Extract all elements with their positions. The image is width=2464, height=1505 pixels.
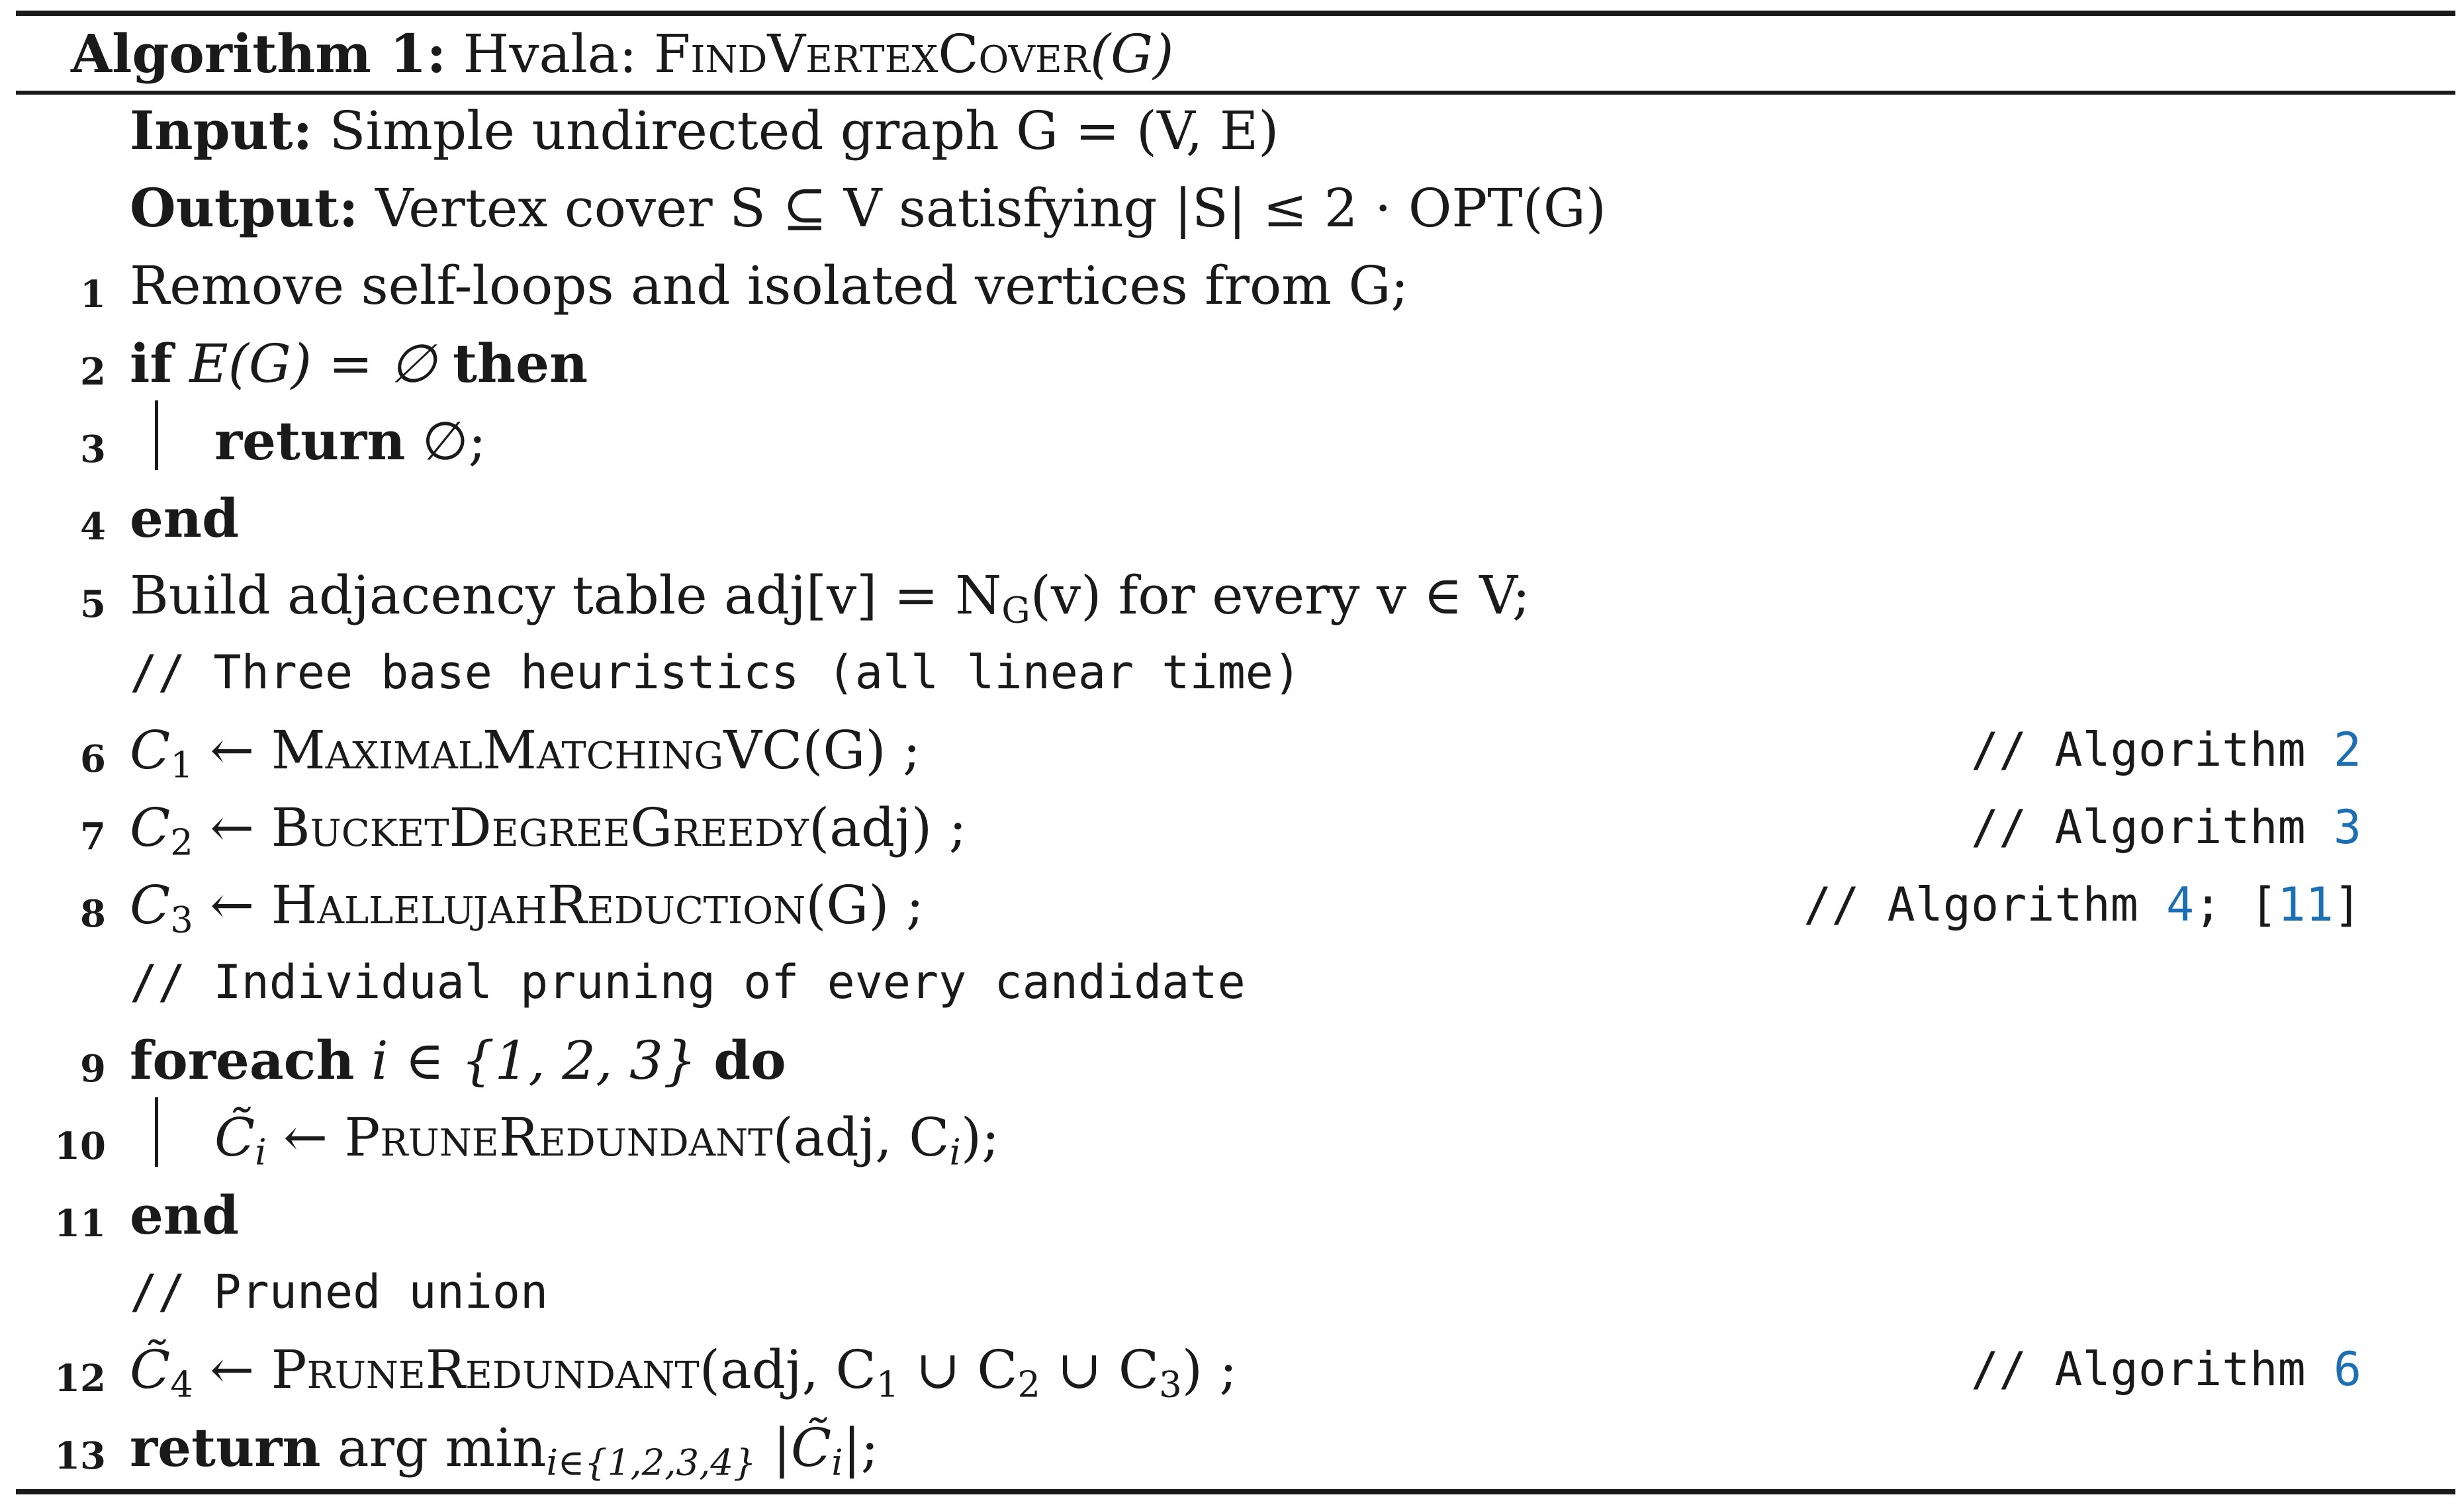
right-comment: // Algorithm 3	[1970, 800, 2361, 854]
function-name: HallelujahReduction	[271, 874, 806, 936]
output-text: Vertex cover S ⊆ V satisfying |S| ≤ 2 · OPT(G)	[375, 177, 1606, 239]
comment-line: // Individual pruning of every candidate	[130, 955, 1246, 1009]
arrow: ←	[283, 1107, 328, 1168]
code-line-13: return arg $\min_{i\in\{1,2,3,4\}}$ $|C̃_i|$;	[130, 1416, 879, 1484]
keyword-foreach: foreach	[130, 1029, 355, 1091]
keyword-return: return	[130, 1416, 321, 1479]
algorithm-ref-link[interactable]: 4	[2166, 878, 2195, 932]
function-name: BucketDegreeGreedy	[271, 797, 809, 858]
top-rule	[16, 11, 2455, 16]
block-bar	[155, 400, 158, 470]
line-number: 7	[80, 815, 106, 858]
function-name: PruneRedundant	[271, 1339, 700, 1400]
algorithm-ref-link[interactable]: 2	[2333, 723, 2361, 777]
lhs: C̃	[130, 1339, 171, 1400]
code-line-8	[130, 874, 924, 941]
comment-line: // Three base heuristics (all linear time)	[130, 645, 1302, 700]
args: (adj, C	[699, 1339, 876, 1400]
args: (adj, C	[772, 1107, 950, 1168]
code-line-10	[214, 1107, 1000, 1173]
argmin: arg min	[337, 1417, 547, 1479]
line-number: 5	[80, 582, 106, 626]
code-line-12: $C̃_4$ ← PruneRedundant(adj, $C_1$ ∪ $C_2$ ∪ $C_3$) ;	[130, 1339, 1238, 1406]
output-label: Output:	[130, 177, 359, 239]
right-comment: // Algorithm 4; [11]	[1803, 878, 2361, 932]
bottom-rule	[16, 1489, 2455, 1494]
subscript: 4	[170, 1363, 193, 1406]
algorithm-caption	[71, 17, 1173, 91]
keyword-if: if	[130, 332, 173, 394]
lhs: C	[130, 797, 171, 858]
algorithm-label: Algorithm 1:	[71, 23, 447, 85]
subscript: 2	[1017, 1363, 1041, 1406]
args: (adj) ;	[809, 797, 967, 858]
code-line-7	[130, 797, 967, 864]
args-close: );	[960, 1107, 1000, 1168]
line-number: 2	[80, 350, 106, 394]
output-line	[130, 177, 1606, 239]
subscript: G	[1001, 589, 1030, 631]
line-number: 12	[54, 1357, 106, 1400]
code-line-6	[130, 719, 921, 786]
code-line-11: end	[130, 1184, 239, 1246]
code-line-5	[130, 565, 1530, 631]
citation-link[interactable]: 11	[2277, 878, 2334, 932]
lhs: C	[130, 719, 171, 781]
input-label: Input:	[130, 99, 313, 161]
line-number: 8	[80, 892, 106, 936]
algorithm-ref-link[interactable]: 6	[2333, 1342, 2361, 1396]
code-line-3	[214, 410, 486, 472]
input-line	[130, 99, 1279, 161]
function-name: PruneRedundant	[344, 1107, 773, 1168]
subscript: i∈{1,2,3,4}	[546, 1441, 756, 1484]
keyword-return: return	[214, 410, 406, 472]
block-bar	[155, 1097, 158, 1167]
lhs: C̃	[214, 1107, 255, 1168]
subscript: i	[949, 1131, 961, 1173]
line-number: 11	[54, 1202, 106, 1246]
args: (G) ;	[802, 719, 921, 781]
algorithm-arg: (G)	[1089, 23, 1174, 85]
code-line-1: Remove self-loops and isolated vertices from G;	[130, 255, 1409, 316]
line-number: 13	[54, 1434, 106, 1478]
subscript: 3	[170, 899, 193, 941]
line-number: 4	[80, 505, 106, 549]
code-line-9	[130, 1029, 786, 1091]
args-close: ) ;	[1181, 1339, 1238, 1400]
subscript: 1	[170, 744, 193, 786]
input-text: Simple undirected graph G = (V, E)	[329, 100, 1279, 161]
lhs: C	[130, 874, 171, 936]
algorithm-function: FindVertexCover	[653, 23, 1090, 85]
args: (G) ;	[805, 874, 924, 936]
algorithm-ref-link[interactable]: 3	[2333, 800, 2361, 854]
return-value: ∅;	[422, 410, 486, 472]
line-number: 1	[80, 273, 106, 316]
keyword-then: then	[453, 332, 588, 394]
arrow: ←	[210, 719, 255, 781]
keyword-do: do	[713, 1029, 786, 1091]
right-comment: // Algorithm 2	[1970, 723, 2361, 777]
text: (v) for every v ∈ V;	[1030, 565, 1530, 626]
function-name: MaximalMatchingVC	[271, 719, 803, 781]
subscript: i	[831, 1441, 843, 1484]
line-number: 9	[80, 1047, 106, 1091]
arrow: ←	[210, 1339, 255, 1400]
subscript: 3	[1159, 1363, 1182, 1406]
arrow: ←	[210, 874, 255, 936]
text: Build adjacency table adj[v] = N	[130, 565, 1002, 626]
subscript: 1	[876, 1363, 899, 1406]
code-line-2	[130, 332, 588, 394]
loop-range: i ∈ {1, 2, 3}	[371, 1030, 697, 1091]
line-number: 10	[54, 1124, 106, 1168]
algorithm-name: Hvala:	[463, 23, 637, 85]
line-number: 6	[80, 737, 106, 781]
line-number: 3	[80, 428, 106, 471]
condition: E(G) = ∅	[189, 333, 436, 394]
right-comment: // Algorithm 6	[1970, 1342, 2361, 1396]
subscript: i	[255, 1131, 267, 1173]
arrow: ←	[210, 797, 255, 858]
subscript: 2	[170, 821, 193, 864]
code-line-4: end	[130, 487, 239, 549]
comment-line: // Pruned union	[130, 1265, 549, 1319]
caption-rule	[16, 91, 2455, 95]
